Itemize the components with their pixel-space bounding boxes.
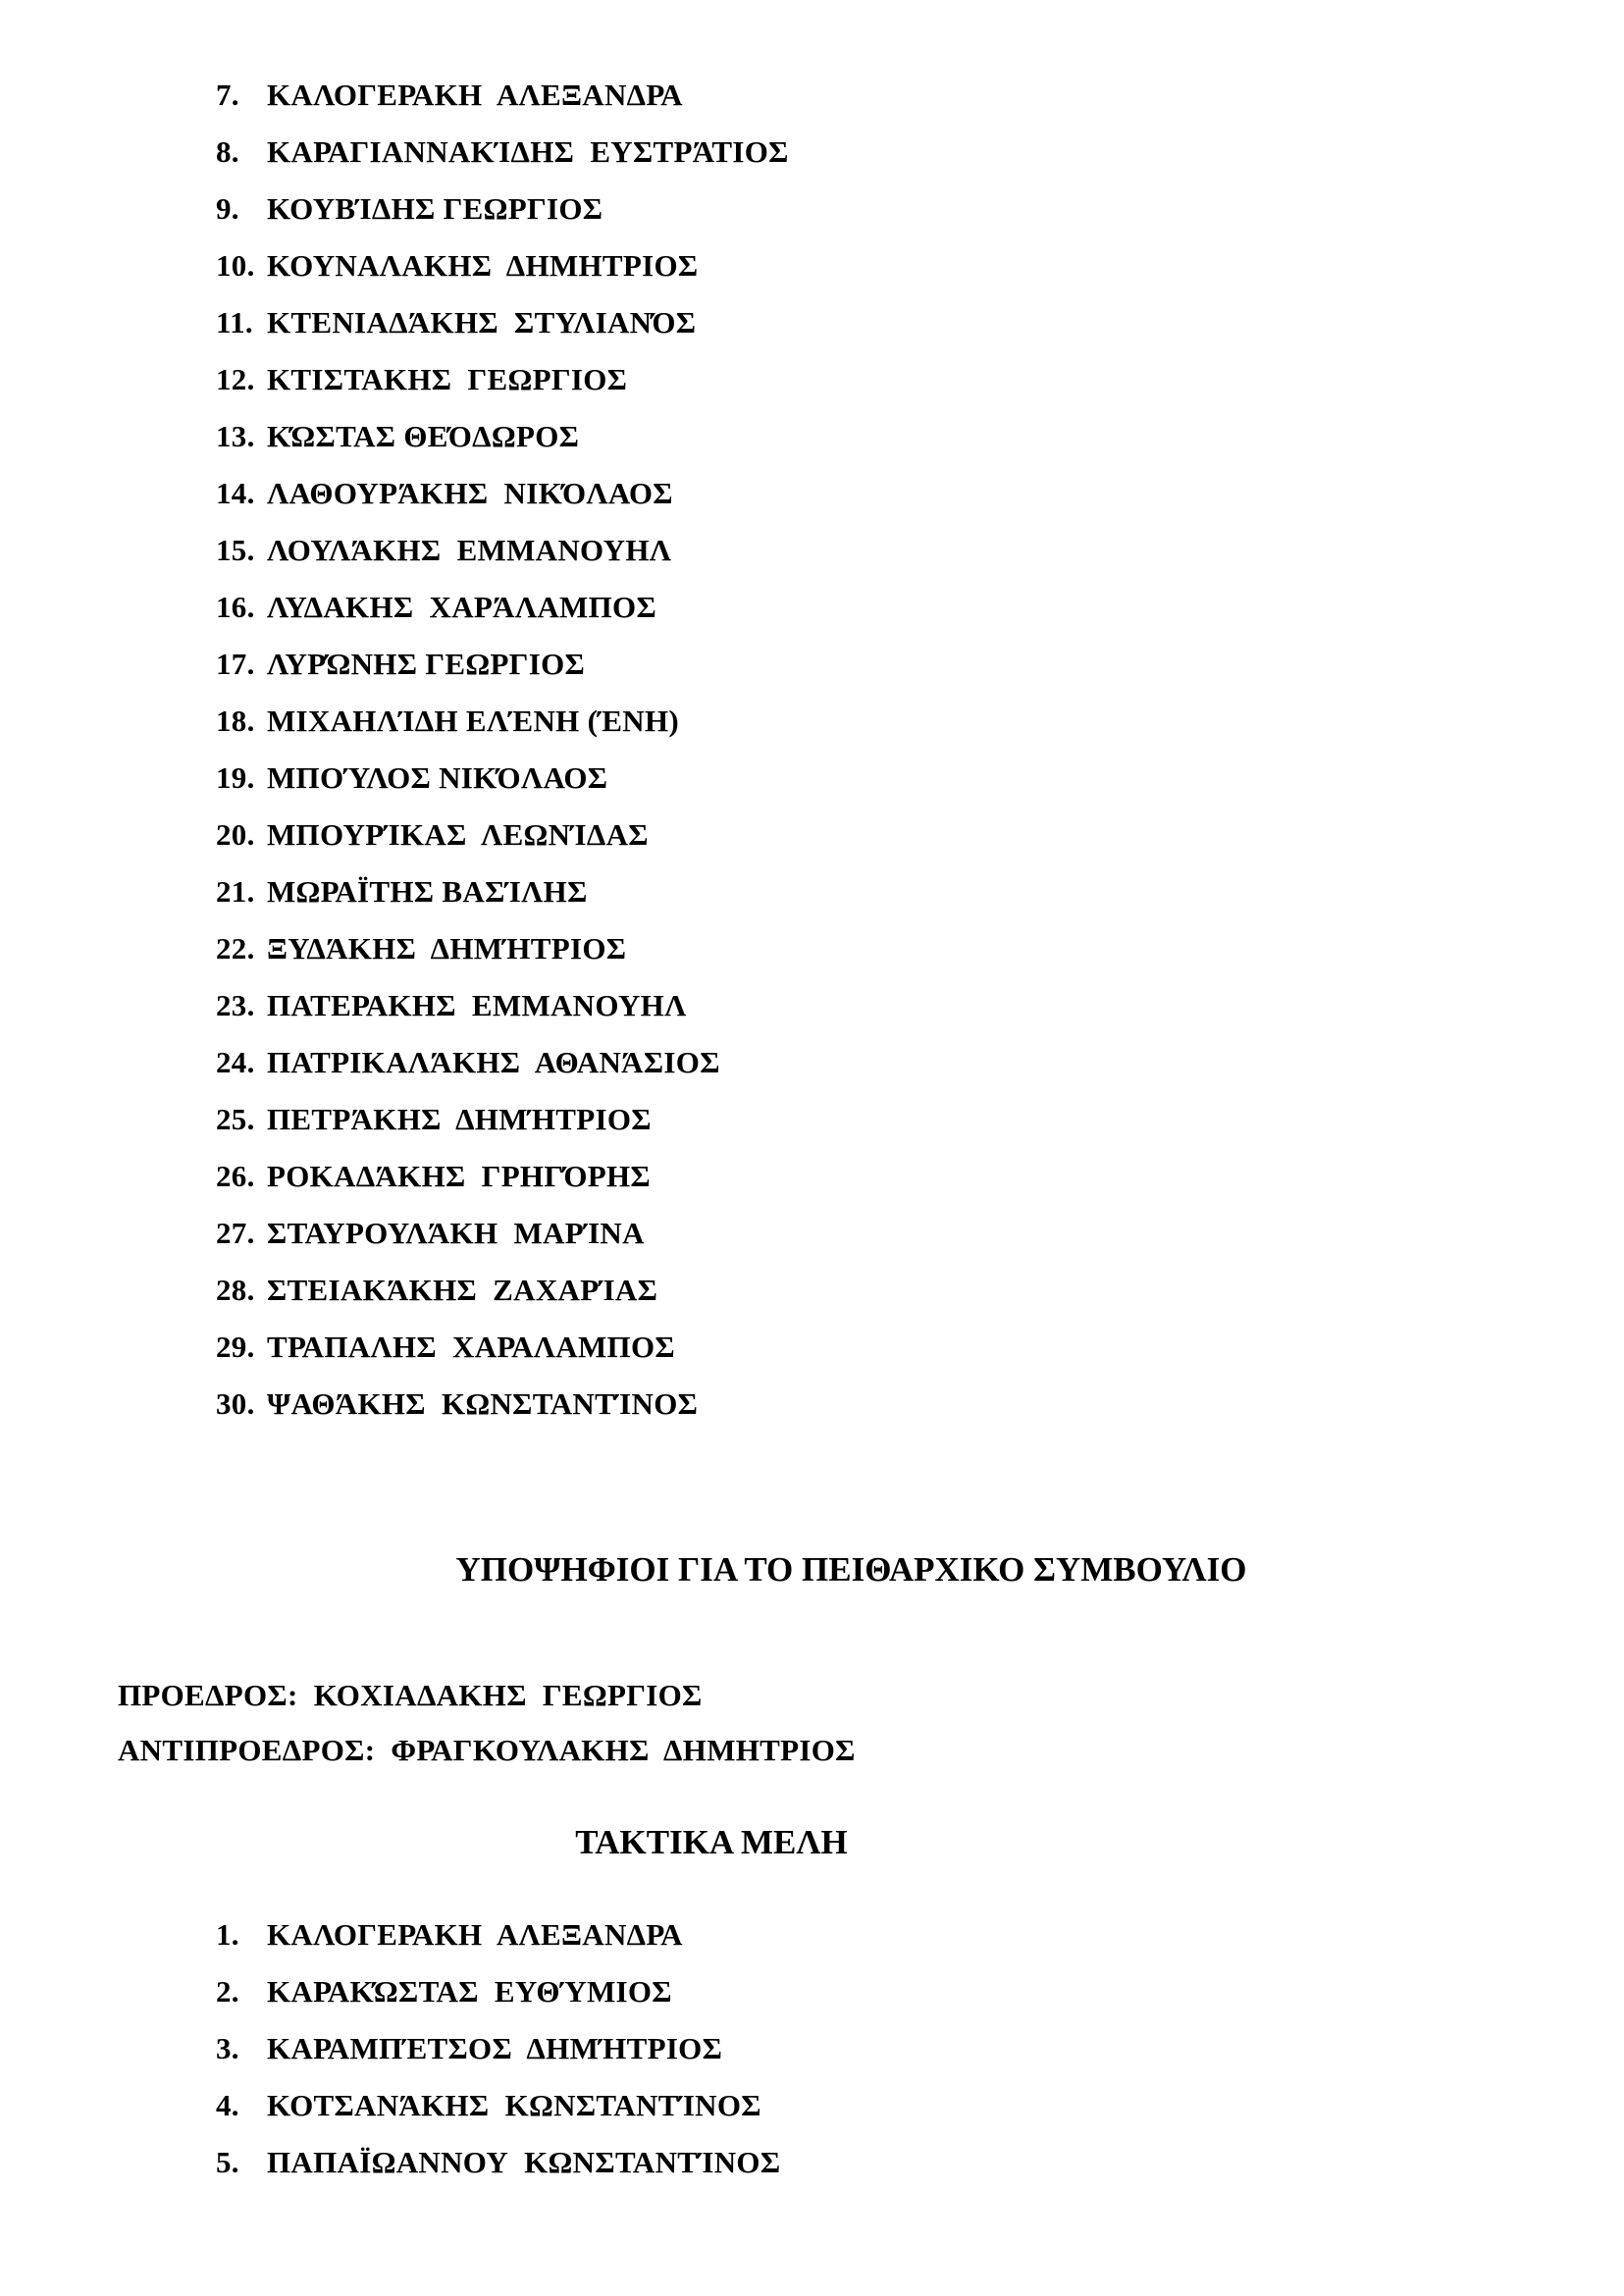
list-item xyxy=(216,1034,789,1091)
item-name: ΚΑΛΟΓΕΡΑΚΗ ΑΛΕΞΑΝΔΡΑ xyxy=(267,1917,683,1952)
members-list xyxy=(216,1906,780,2191)
list-item xyxy=(216,2077,780,2134)
president-line: ΠΡΟΕΔΡΟΣ: ΚΟΧΙΑΔΑΚΗΣ ΓΕΩΡΓΙΟΣ xyxy=(118,1678,703,1712)
item-name: ΨΑΘΆΚΗΣ ΚΩΝΣΤΑΝΤΊΝΟΣ xyxy=(267,1386,699,1421)
item-number: 2. xyxy=(216,1974,239,2009)
item-name: ΜΩΡΑΪΤΗΣ ΒΑΣΊΛΗΣ xyxy=(267,874,588,909)
list-item xyxy=(216,1148,789,1205)
list-item xyxy=(216,750,789,807)
item-number: 11. xyxy=(216,305,253,339)
item-number: 16. xyxy=(216,590,255,624)
list-item xyxy=(216,124,789,181)
list-item xyxy=(216,1906,780,1963)
item-name: ΠΑΠΑΪΩΑΝΝΟΥ ΚΩΝΣΤΑΝΤΊΝΟΣ xyxy=(267,2145,781,2179)
list-item xyxy=(216,2020,780,2077)
item-number: 18. xyxy=(216,704,255,738)
item-number: 26. xyxy=(216,1159,255,1193)
item-number: 29. xyxy=(216,1330,255,1364)
item-name: ΚΑΛΟΓΕΡΑΚΗ ΑΛΕΞΑΝΔΡΑ xyxy=(267,78,683,112)
candidates-list xyxy=(216,67,789,1433)
item-number: 25. xyxy=(216,1102,255,1136)
item-number: 12. xyxy=(216,362,255,396)
item-number: 7. xyxy=(216,78,239,112)
list-item xyxy=(216,1262,789,1319)
item-name: ΚΏΣΤΑΣ ΘΕΌΔΩΡΟΣ xyxy=(267,419,580,453)
item-name: ΛΟΥΛΆΚΗΣ ΕΜΜΑΝΟΥΗΛ xyxy=(267,533,672,567)
vice-president-line: ΑΝΤΙΠΡΟΕΔΡΟΣ: ΦΡΑΓΚΟΥΛΑΚΗΣ ΔΗΜΗΤΡΙΟΣ xyxy=(118,1733,856,1767)
list-item xyxy=(216,351,789,408)
item-name: ΚΑΡΑΓΙΑΝΝΑΚΊΔΗΣ ΕΥΣΤΡΆΤΙΟΣ xyxy=(267,134,789,169)
item-number: 27. xyxy=(216,1216,255,1250)
list-item xyxy=(216,1319,789,1376)
list-item xyxy=(216,1376,789,1433)
item-number: 24. xyxy=(216,1045,255,1079)
item-number: 14. xyxy=(216,476,255,510)
list-item xyxy=(216,693,789,750)
item-name: ΞΥΔΆΚΗΣ ΔΗΜΉΤΡΙΟΣ xyxy=(267,931,627,965)
list-item xyxy=(216,181,789,237)
item-number: 20. xyxy=(216,817,255,852)
item-name: ΚΑΡΑΜΠΈΤΣΟΣ ΔΗΜΉΤΡΙΟΣ xyxy=(267,2031,723,2065)
item-name: ΤΡΑΠΑΛΗΣ ΧΑΡΑΛΑΜΠΟΣ xyxy=(267,1330,675,1364)
item-name: ΛΥΡΏΝΗΣ ΓΕΩΡΓΙΟΣ xyxy=(267,647,586,681)
item-name: ΣΤΕΙΑΚΆΚΗΣ ΖΑΧΑΡΊΑΣ xyxy=(267,1273,658,1307)
item-number: 30. xyxy=(216,1386,255,1421)
item-name: ΛΑΘΟΥΡΆΚΗΣ ΝΙΚΌΛΑΟΣ xyxy=(267,476,673,510)
list-item xyxy=(216,1963,780,2020)
item-name: ΜΠΟΥΡΊΚΑΣ ΛΕΩΝΊΔΑΣ xyxy=(267,817,649,852)
item-number: 4. xyxy=(216,2088,239,2122)
item-name: ΡΟΚΑΔΆΚΗΣ ΓΡΗΓΌΡΗΣ xyxy=(267,1159,651,1193)
list-item xyxy=(216,67,789,124)
list-item xyxy=(216,294,789,351)
item-name: ΠΕΤΡΆΚΗΣ ΔΗΜΉΤΡΙΟΣ xyxy=(267,1102,652,1136)
section-title: ΥΠΟΨΗΦΙΟΙ ΓΙΑ ΤΟ ΠΕΙΘΑΡΧΙΚΟ ΣΥΜΒΟΥΛΙΟ xyxy=(455,1550,1247,1589)
item-name: ΛΥΔΑΚΗΣ ΧΑΡΆΛΑΜΠΟΣ xyxy=(267,590,657,624)
item-number: 22. xyxy=(216,931,255,965)
item-number: 23. xyxy=(216,988,255,1022)
item-number: 15. xyxy=(216,533,255,567)
list-item xyxy=(216,522,789,579)
list-item xyxy=(216,636,789,693)
item-name: ΠΑΤΕΡΑΚΗΣ ΕΜΜΑΝΟΥΗΛ xyxy=(267,988,687,1022)
item-name: ΜΠΟΎΛΟΣ ΝΙΚΌΛΑΟΣ xyxy=(267,760,608,795)
list-item xyxy=(216,977,789,1034)
list-item xyxy=(216,579,789,636)
list-item xyxy=(216,408,789,465)
item-name: ΣΤΑΥΡΟΥΛΆΚΗ ΜΑΡΊΝΑ xyxy=(267,1216,645,1250)
item-number: 28. xyxy=(216,1273,255,1307)
list-item xyxy=(216,237,789,294)
members-title: ΤΑΚΤΙΚΑ ΜΕΛΗ xyxy=(575,1823,848,1861)
item-number: 13. xyxy=(216,419,255,453)
item-number: 19. xyxy=(216,760,255,795)
list-item xyxy=(216,863,789,920)
item-name: ΚΟΥΒΊΔΗΣ ΓΕΩΡΓΙΟΣ xyxy=(267,191,603,226)
item-name: ΚΑΡΑΚΏΣΤΑΣ ΕΥΘΎΜΙΟΣ xyxy=(267,1974,672,2009)
list-item xyxy=(216,920,789,977)
list-item xyxy=(216,1091,789,1148)
list-item xyxy=(216,2134,780,2191)
list-item xyxy=(216,1205,789,1262)
item-name: ΚΟΥΝΑΛΑΚΗΣ ΔΗΜΗΤΡΙΟΣ xyxy=(267,248,699,283)
item-name: ΚΤΕΝΙΑΔΆΚΗΣ ΣΤΥΛΙΑΝΌΣ xyxy=(267,305,697,339)
item-number: 8. xyxy=(216,134,239,169)
item-number: 10. xyxy=(216,248,255,283)
item-number: 3. xyxy=(216,2031,239,2065)
list-item xyxy=(216,465,789,522)
item-name: ΠΑΤΡΙΚΑΛΆΚΗΣ ΑΘΑΝΆΣΙΟΣ xyxy=(267,1045,720,1079)
list-item xyxy=(216,807,789,863)
item-number: 5. xyxy=(216,2145,239,2179)
item-number: 1. xyxy=(216,1917,239,1952)
item-number: 21. xyxy=(216,874,255,909)
item-number: 17. xyxy=(216,647,255,681)
item-name: ΚΤΙΣΤΑΚΗΣ ΓΕΩΡΓΙΟΣ xyxy=(267,362,628,396)
item-name: ΜΙΧΑΗΛΊΔΗ ΕΛΈΝΗ (ΈΝΗ) xyxy=(267,704,680,738)
item-name: ΚΟΤΣΑΝΆΚΗΣ ΚΩΝΣΤΑΝΤΊΝΟΣ xyxy=(267,2088,761,2122)
item-number: 9. xyxy=(216,191,239,226)
